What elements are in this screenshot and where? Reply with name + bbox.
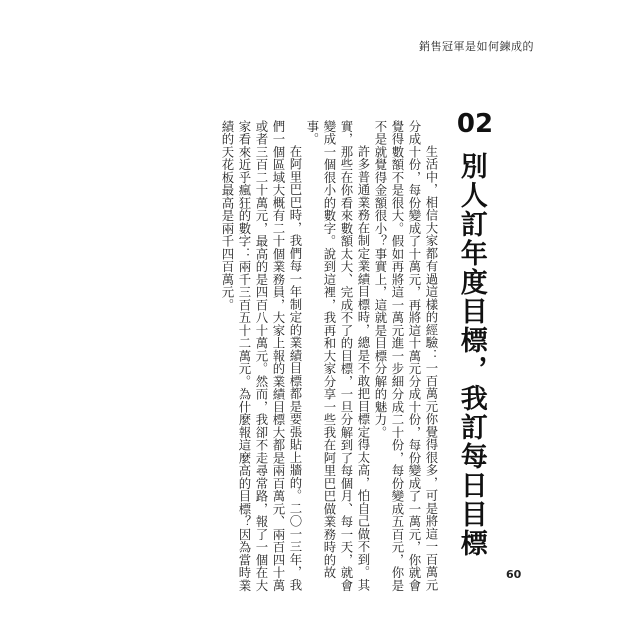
running-header: 銷售冠軍是如何鍊成的 [419,40,534,53]
paragraph-3: 在阿里巴巴時，我們每一年制定的業績目標都是要張貼上牆的。二〇一三年，我們一個區域大概有二十個業務員，大家上報的業績目標大都是兩百萬元、兩百四十萬或者三百二十萬元，最高的是四百八十萬元。然而，我卻不走尋常路，報了一個在大家看來近乎瘋狂的數字：兩千三百五十二萬元。為什麼報這麼高的目標？因為當時業績的天花板最高是兩千四百萬元。 [220,120,303,592]
paragraph-1: 生活中，相信大家都有過這樣的經驗：一百萬元你覺得很多，可是將這一百萬元分成十份，每份變成了十萬元，再將這十萬元分成十份，每份變成了一萬元，你就會覺得數額不是很大。假如再將這一萬元進一步細分成二十份，每份變成五百元，你是不是就覺得金額很小？事實上，這就是目標分解的魅力。 [373,120,439,592]
chapter-number: 02 [456,109,494,139]
chapter-title: 別人訂年度目標，我訂每日目標 [455,152,487,558]
page-number: 60 [506,568,522,581]
body-text [168,120,440,598]
paragraph-2: 許多普通業務在制定業績目標時，總是不敢把目標定得太高，怕自己做不到。其實，那些在你看來數額太大、完成不了的目標，一旦分解到了每個月、每一天，就會變成一個很小的數字。說到這裡，我再和大家分享一些我在阿里巴巴做業務時的故事。 [305,120,371,592]
